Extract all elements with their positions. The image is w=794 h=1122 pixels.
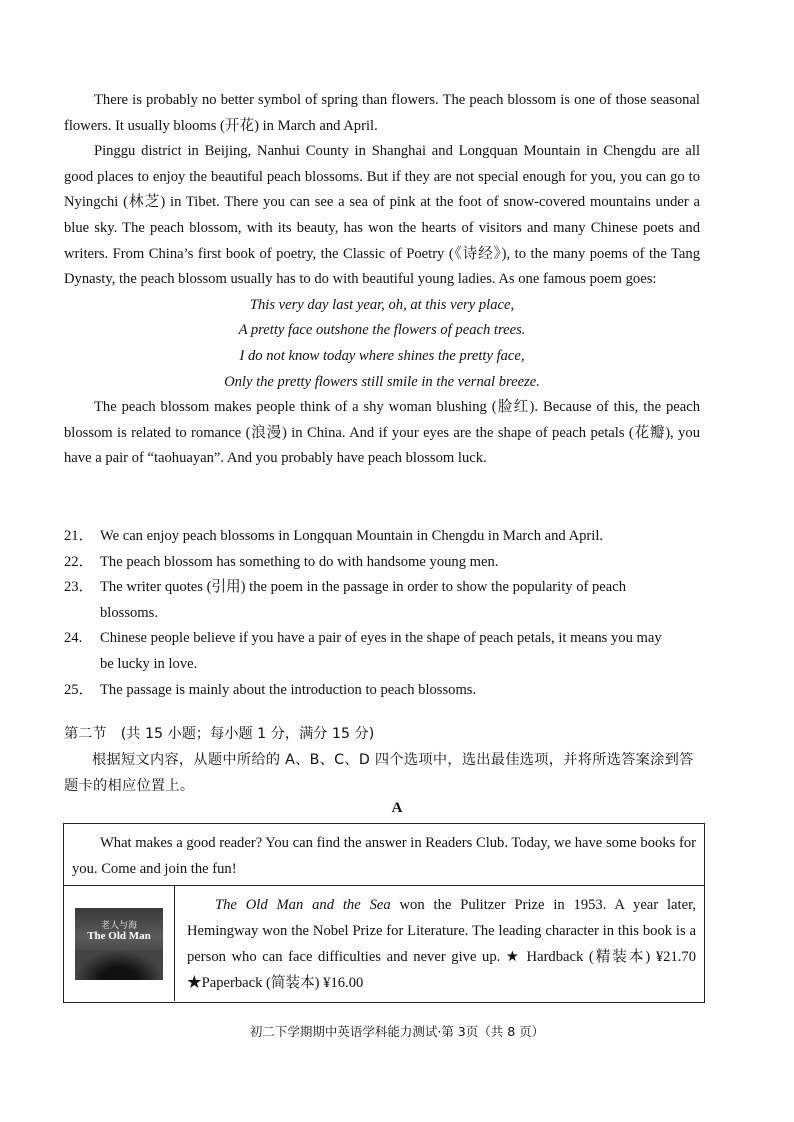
true-false-questions — [64, 524, 704, 703]
question-24 — [64, 626, 704, 677]
poem-line: A pretty face outshone the flowers of peach trees. — [238, 322, 526, 339]
question-number: 24. — [64, 630, 83, 647]
cover-chinese-title: 老人与海 — [100, 920, 137, 931]
reading-passage — [64, 88, 700, 472]
book-cover-image — [75, 908, 163, 980]
paragraph-1: There is probably no better symbol of spring than flowers. The peach blossom is one of those seasonal flowers. It usually blooms (开花) in March and April. — [64, 92, 700, 134]
question-22 — [64, 550, 704, 576]
readers-club-table — [63, 823, 711, 1003]
paragraph-3: The peach blossom makes people think of a shy woman blushing (脸红). Because of this, the peach blossom is related to romance (浪漫) in China. And if your eyes are the shape of peach petals (花瓣), you have a pair of “taohuayan”. And you probably have peach blossom luck. — [64, 399, 700, 467]
book-row — [64, 886, 711, 1001]
question-text-continued: be lucky in love. — [100, 655, 198, 672]
question-21 — [64, 524, 704, 550]
section-two — [64, 721, 704, 799]
question-text: The passage is mainly about the introduction to peach blossoms. — [100, 681, 477, 698]
book-cover-cell — [64, 886, 175, 1001]
cover-sea-art — [75, 950, 163, 980]
question-number: 25． — [64, 681, 94, 698]
cover-english-title: The Old Man — [87, 929, 151, 942]
section-heading: 第二节 (共 15 小题；每小题 1 分，满分 15 分) — [64, 726, 375, 742]
book-desc-text: won the Pulitzer Prize in 1953. A year later, Hemingway won the Nobel Prize for Literature. The leading character in this book is a person who can face difficulties and never give up. ★ Hardback (精装本) ¥21.70 ★Paperback (简装本) ¥16.00 — [187, 897, 711, 991]
poem-line: I do not know today where shines the pretty face, — [239, 347, 525, 364]
question-text-continued: blossoms. — [100, 604, 158, 621]
readers-club-intro: What makes a good reader? You can find the answer in Readers Club. Today, we have some books for you. Come and join the fun! — [64, 824, 704, 886]
book-description — [175, 886, 711, 1001]
question-number: 21． — [64, 528, 94, 544]
question-text: We can enjoy peach blossoms in Longquan Mountain in Chengdu in March and April. — [100, 528, 604, 544]
question-text: The writer quotes (引用) the poem in the passage in order to show the popularity of peach — [100, 579, 627, 596]
question-number: 22． — [64, 553, 94, 570]
poem-line: Only the pretty flowers still smile in the vernal breeze. — [224, 373, 540, 390]
paragraph-2: Pinggu district in Beijing, Nanhui County in Shanghai and Longquan Mountain in Chengdu are all good places to enjoy the beautiful peach blossoms. But if they are not special enough for you, you can go to Nyingchi (林芝) in Tibet. There you can see a sea of pink at the foot of snow-covered mountains under a blue sky. The peach blossom, with its beauty, has won the hearts of visitors and many Chinese poets and writers. From China’s first book of poetry, the Classic of Poetry (《诗经》), to the many poems of the Tang Dynasty, the peach blossom usually has to do with beautiful young ladies. As one famous poem goes: — [64, 143, 700, 288]
question-number: 23． — [64, 579, 94, 596]
question-23 — [64, 575, 704, 626]
section-instruction: 根据短文内容，从题中所给的 A、B、C、D 四个选项中，选出最佳选项，并将所选答案涂到答题卡的相应位置上。 — [64, 752, 694, 794]
poem — [64, 293, 700, 395]
book-title: The Old Man and the Sea — [215, 897, 391, 913]
poem-line: This very day last year, oh, at this very place, — [249, 296, 515, 313]
part-label: A — [391, 800, 403, 816]
question-text: Chinese people believe if you have a pair of eyes in the shape of peach petals, it means you may — [100, 630, 662, 647]
question-text: The peach blossom has something to do with handsome young men. — [100, 553, 499, 570]
question-25 — [64, 678, 704, 704]
page-footer: 初二下学期期中英语学科能力测试·第 3页（共 8 页） — [249, 1024, 545, 1039]
